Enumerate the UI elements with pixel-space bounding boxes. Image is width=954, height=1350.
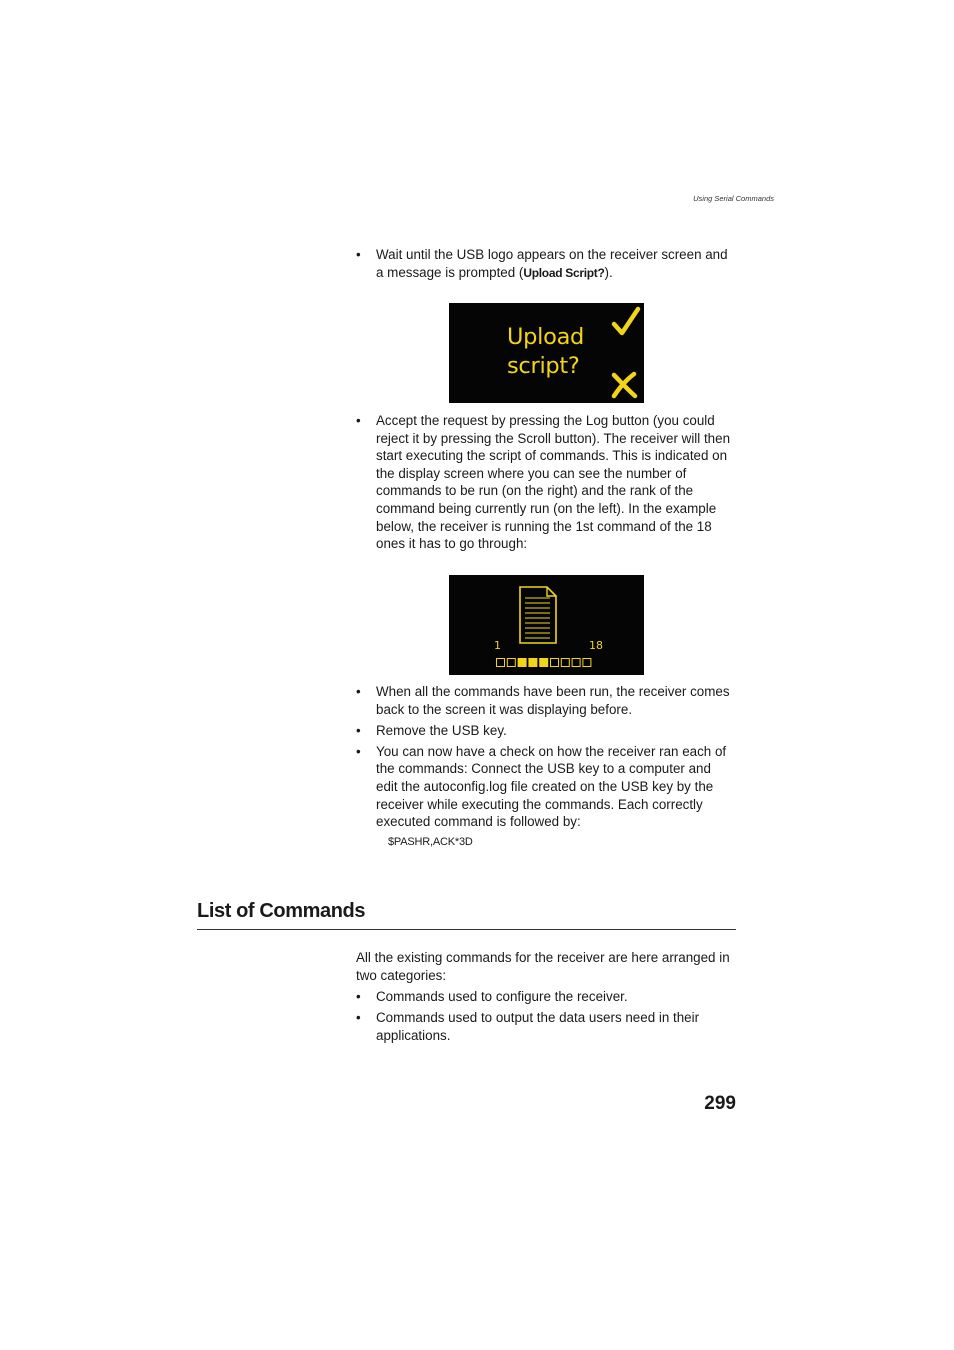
progress-square-empty xyxy=(561,659,569,667)
list-item: • Accept the request by pressing the Log button (you could reject it by pressing the Scroll button). The receiver will then start executing the script of commands. This is indicated on the display screen where you can see the number of commands to be run (on the right) and the rank of the command being currently run (on the left). In the example below, the receiver is running the 1st command of the 18 ones it has to go through: xyxy=(356,412,736,553)
progress-square-filled xyxy=(518,659,526,667)
upload-line-1: Upload xyxy=(507,324,585,350)
current-command-number: 1 xyxy=(494,639,501,652)
progress-bar xyxy=(496,658,596,668)
upload-line-2: script? xyxy=(507,353,580,379)
steps-top-list xyxy=(356,246,736,282)
progress-square-empty xyxy=(572,659,580,667)
steps-middle-list xyxy=(356,412,736,553)
running-header: Using Serial Commands xyxy=(693,194,774,203)
step-text: Wait until the USB logo appears on the receiver screen and a message is prompted ( xyxy=(376,247,728,280)
code-line: $PASHR,ACK*3D xyxy=(388,836,473,848)
list-item xyxy=(356,246,736,282)
progress-square-filled xyxy=(540,659,548,667)
progress-square-empty xyxy=(551,659,559,667)
total-command-number: 18 xyxy=(589,639,603,652)
section-list xyxy=(356,988,736,1044)
upload-script-emphasis: Upload Script? xyxy=(523,265,605,280)
cross-icon xyxy=(610,371,640,399)
list-item: • Commands used to output the data users need in their applications. xyxy=(356,1009,736,1044)
document-icon xyxy=(519,586,557,644)
checkmark-icon xyxy=(611,306,641,338)
page-number: 299 xyxy=(704,1093,736,1114)
progress-square-filled xyxy=(529,659,537,667)
section-title: List of Commands xyxy=(197,900,366,922)
step-text-end: ). xyxy=(604,264,613,280)
progress-square-empty xyxy=(497,659,505,667)
section-divider xyxy=(197,929,736,930)
list-item: • Remove the USB key. xyxy=(356,722,736,740)
steps-bottom-list xyxy=(356,683,736,831)
progress-square-empty xyxy=(583,659,591,667)
list-item: • Commands used to configure the receiver. xyxy=(356,988,736,1006)
upload-script-message xyxy=(507,323,584,381)
section-intro: All the existing commands for the receiver are here arranged in two categories: xyxy=(356,950,730,983)
list-item: • You can now have a check on how the receiver ran each of the commands: Connect the USB key to a computer and edit the autoconfig.log file created on the USB key by the receiver while executing the commands. Each correctly executed command is followed by: xyxy=(356,743,736,831)
upload-script-screen xyxy=(449,303,644,403)
progress-square-empty xyxy=(507,659,515,667)
list-item: • When all the commands have been run, the receiver comes back to the screen it was displaying before. xyxy=(356,683,736,718)
progress-screen xyxy=(449,575,644,675)
